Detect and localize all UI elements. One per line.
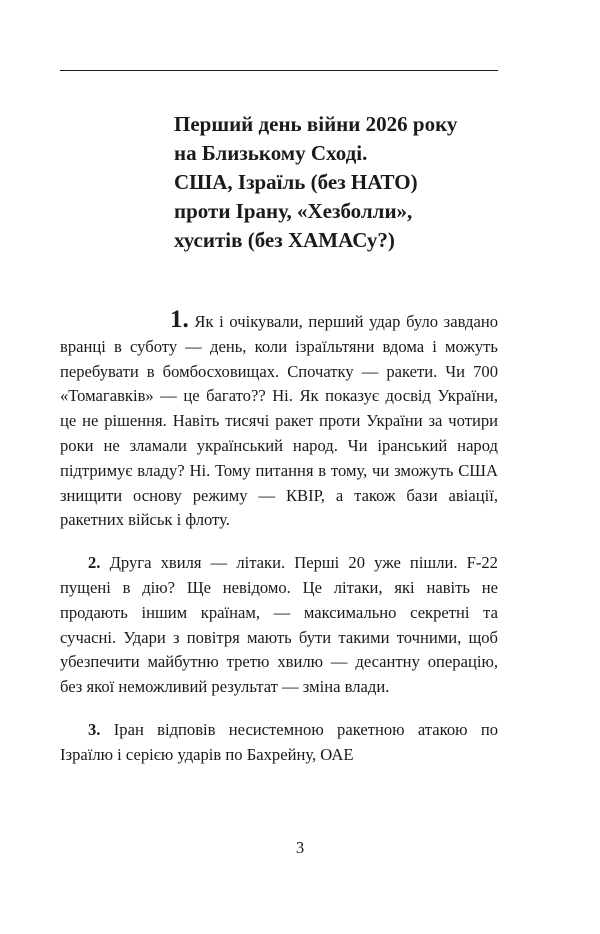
chapter-title-line: на Близькому Сході.	[174, 141, 368, 165]
paragraph-text: Як і очікували, перший удар було завдано вранці в суботу — день, коли ізраїльтяни вдома і можуть перебувати в бомбосховищах. Спочатку — ракети. Чи 700 «Томагавків» — це багато?? Ні. Як показує досвід України, це не рішення. Навіть тисячі ракет проти України за чотири роки не зламали український народ. Чи іранський народ підтримує владу? Ні. Тому питання в тому, чи зможуть США знищити основу режиму — КВІР, а також бази авіації, ракетних військ і флоту.	[60, 312, 499, 530]
header-rule	[60, 70, 498, 71]
paragraph-number: 2.	[88, 553, 101, 573]
paragraph-text: Іран відповів несистемною ракетною атакою по Ізраїлю і серією ударів по Бахрейну, ОАЕ	[60, 719, 498, 764]
chapter-title	[174, 110, 504, 255]
paragraph-number: 3.	[88, 719, 101, 739]
chapter-title-line: США, Ізраїль (без НАТО)	[174, 170, 418, 194]
paragraph	[60, 551, 498, 700]
paragraph-text: Друга хвиля — літаки. Перші 20 уже пішли. F-22 пущені в дію? Ще невідомо. Це літаки, які навіть не продають іншим країнам, — максимально секретні та сучасні. Удари з повітря мають бути такими точними, щоб убезпечити майбутню третю хвилю — десантну операцію, без якої неможливий результат — зміна влади.	[60, 553, 498, 697]
chapter-title-line: проти Ірану, «Хезболли»,	[174, 199, 413, 223]
paragraph	[60, 307, 498, 533]
chapter-title-line: хуситів (без ХАМАСу?)	[174, 228, 395, 252]
paragraph	[60, 718, 498, 768]
paragraph-number: 1.	[170, 306, 189, 333]
chapter-title-line: Перший день війни 2026 року	[174, 112, 458, 136]
body-text	[60, 307, 498, 768]
page-number: 3	[295, 838, 305, 857]
